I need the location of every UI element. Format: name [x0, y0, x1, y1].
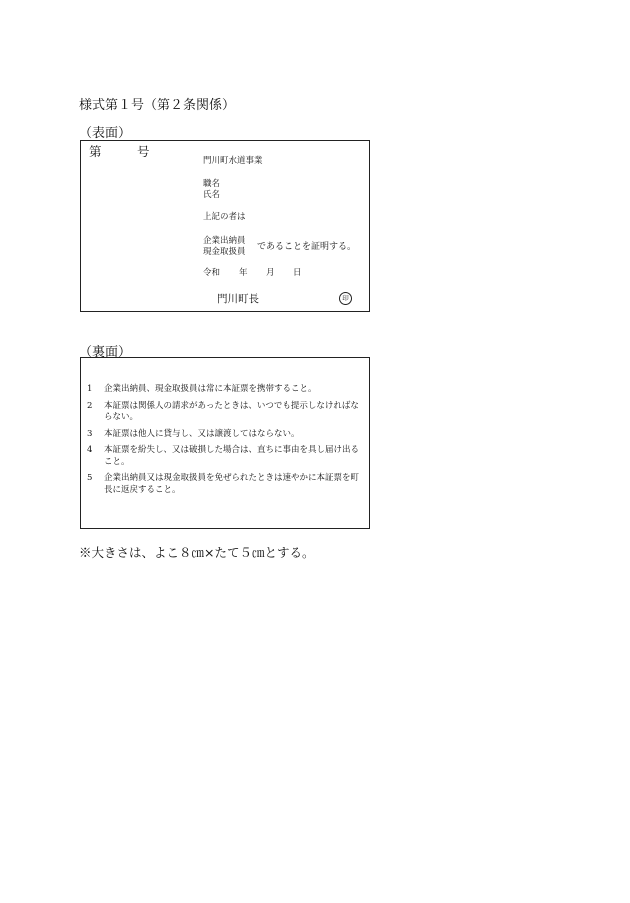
date-era: 令和 [203, 268, 221, 278]
date-year: 年 [239, 268, 248, 278]
rule-number: 1 [87, 384, 93, 394]
rule-number: 3 [87, 428, 93, 439]
person-name-label: 氏名 [203, 190, 221, 200]
rule-text: 本証票を紛失し、又は破損した場合は、直ちに事由を具し届け出ること。 [104, 445, 360, 467]
certificate-front [80, 140, 370, 312]
role-cash-handler: 現金取扱員 [203, 247, 246, 257]
rule-number: 2 [87, 400, 93, 411]
size-note: ※大きさは、よこ８㎝×たて５㎝とする。 [79, 545, 315, 560]
mayor-title: 門川町長 [217, 293, 259, 305]
number-suffix: 号 [137, 144, 150, 159]
rule-text: 本証票は関係人の請求があったときは、いつでも提示しなければならない。 [104, 400, 359, 422]
date-month: 月 [266, 268, 275, 278]
front-side-label: （表面） [79, 126, 132, 141]
rule-item [87, 429, 365, 441]
rule-number: 4 [87, 445, 93, 455]
number-prefix: 第 [89, 144, 102, 159]
rule-text: 本証票は他人に貸与し、又は譲渡してはならない。 [104, 428, 300, 439]
rule-text: 企業出納員、現金取扱員は常に本証票を携帯すること。 [104, 384, 317, 394]
rule-item [87, 401, 365, 424]
rule-item [87, 445, 365, 468]
rule-text: 企業出納員又は現金取扱員を免ぜられたときは速やかに本証票を町長に返戻すること。 [104, 473, 360, 495]
certificate-back [80, 357, 370, 529]
date-day: 日 [293, 268, 302, 278]
job-title-label: 職名 [203, 179, 221, 189]
rule-item [87, 384, 365, 396]
office-name: 門川町水道事業 [203, 156, 263, 166]
above-person-text: 上記の者は [203, 212, 246, 222]
form-title: 様式第１号（第２条関係） [79, 98, 236, 113]
certify-text: であることを証明する。 [257, 242, 357, 252]
back-side-label: （裏面） [79, 345, 132, 360]
seal-icon: 印 [339, 292, 352, 305]
rule-number: 5 [87, 473, 93, 483]
role-treasurer: 企業出納員 [203, 236, 246, 246]
rules-list [87, 384, 365, 501]
rule-item [87, 473, 365, 496]
